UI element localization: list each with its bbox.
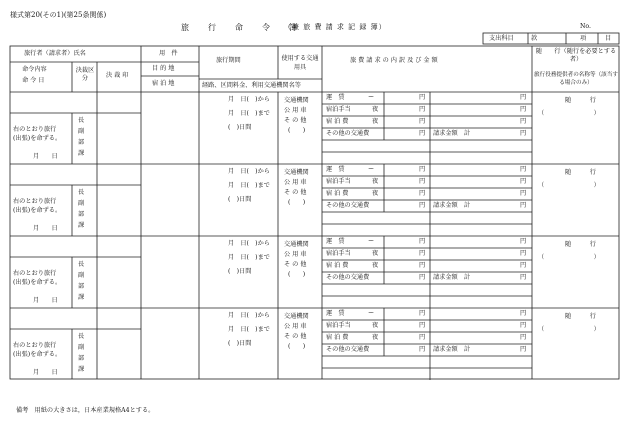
- fare-nights: ー: [368, 94, 375, 101]
- header-order-content: 命令内容: [22, 66, 47, 73]
- allowance-label: 宿泊手当: [326, 178, 351, 185]
- lodging-label: 宿 泊 費: [326, 190, 349, 197]
- yen-mark: 円: [520, 274, 527, 281]
- yen-mark: 円: [419, 250, 426, 257]
- yen-mark: 円: [520, 238, 527, 245]
- accompany-word: 随 行: [565, 313, 596, 320]
- yen-mark: 円: [419, 310, 426, 317]
- footnote: 備考 用紙の大きさは，日本産業規格A4とする。: [16, 407, 155, 414]
- approver-fuku: 副: [78, 128, 85, 135]
- transport-line-3: そ の 他: [284, 261, 307, 268]
- transport-line-1: 交通機関: [284, 97, 309, 104]
- approver-fuku: 副: [78, 200, 85, 207]
- order-text-1: 右のとおり旅行: [13, 198, 57, 205]
- accompany-word: 随 行: [565, 241, 596, 248]
- transport-other-paren[interactable]: ( ): [288, 271, 306, 278]
- approver-bu: 部: [78, 355, 85, 362]
- header-decision-seal: 決 裁 印: [106, 72, 129, 79]
- date-to[interactable]: 月 日( )まで: [228, 326, 270, 333]
- transport-line-1: 交通機関: [284, 313, 309, 320]
- approver-cho: 長: [78, 117, 85, 124]
- accompany-word: 随 行: [565, 97, 596, 104]
- header-order-date: 命 令 日: [22, 77, 45, 84]
- date-to[interactable]: 月 日( )まで: [228, 182, 270, 189]
- yen-mark: 円: [520, 322, 527, 329]
- approver-bu: 部: [78, 139, 85, 146]
- transport-line-3: そ の 他: [284, 189, 307, 196]
- transport-other-paren[interactable]: ( ): [288, 343, 306, 350]
- header-purpose: 用 件: [159, 50, 178, 57]
- date-from[interactable]: 月 日( )から: [228, 312, 270, 319]
- claim-total-label: 請求金額 計: [433, 130, 471, 137]
- yen-mark: 円: [520, 178, 527, 185]
- allowance-nights: 夜: [372, 250, 379, 257]
- header-destination: 目 的 地: [152, 65, 175, 72]
- accompany-paren[interactable]: （ ）: [538, 182, 600, 189]
- accompany-paren[interactable]: （ ）: [538, 326, 600, 333]
- transport-other-paren[interactable]: ( ): [288, 199, 306, 206]
- yen-mark: 円: [419, 322, 426, 329]
- yen-mark: 円: [419, 166, 426, 173]
- order-text-2: (出張)を命ずる。: [13, 207, 62, 214]
- other-transport-label: その他の交通費: [326, 130, 370, 137]
- yen-mark: 円: [419, 334, 426, 341]
- allowance-label: 宿泊手当: [326, 322, 351, 329]
- transport-other-paren[interactable]: ( ): [288, 127, 306, 134]
- transport-line-2: 公 用 車: [284, 251, 307, 258]
- order-month-day[interactable]: 月 日: [33, 153, 58, 160]
- yen-mark: 円: [520, 202, 527, 209]
- header-lodging: 宿 泊 地: [152, 80, 175, 87]
- date-to[interactable]: 月 日( )まで: [228, 110, 270, 117]
- budget-ko: 項: [580, 35, 587, 42]
- header-transport: 使用する交通用具: [281, 55, 319, 71]
- approver-ka: 課: [78, 150, 85, 157]
- allowance-label: 宿泊手当: [326, 106, 351, 113]
- form-title: 旅 行 命 令 簿: [181, 23, 298, 32]
- yen-mark: 円: [520, 94, 527, 101]
- lodging-label: 宿 泊 費: [326, 262, 349, 269]
- budget-kan: 款: [531, 35, 538, 42]
- order-text-2: (出張)を命ずる。: [13, 351, 62, 358]
- lodging-nights: 夜: [372, 262, 379, 269]
- date-from[interactable]: 月 日( )から: [228, 96, 270, 103]
- approver-cho: 長: [78, 333, 85, 340]
- yen-mark: 円: [520, 334, 527, 341]
- fare-label: 運 賃: [326, 94, 345, 101]
- yen-mark: 円: [419, 274, 426, 281]
- other-transport-label: その他の交通費: [326, 346, 370, 353]
- allowance-nights: 夜: [372, 178, 379, 185]
- yen-mark: 円: [419, 118, 426, 125]
- transport-line-2: 公 用 車: [284, 107, 307, 114]
- fare-nights: ー: [368, 238, 375, 245]
- date-from[interactable]: 月 日( )から: [228, 168, 270, 175]
- header-decision-div: 決裁区分: [75, 67, 95, 82]
- yen-mark: 円: [520, 130, 527, 137]
- transport-line-3: そ の 他: [284, 117, 307, 124]
- yen-mark: 円: [419, 346, 426, 353]
- transport-line-2: 公 用 車: [284, 323, 307, 330]
- yen-mark: 円: [419, 190, 426, 197]
- yen-mark: 円: [520, 262, 527, 269]
- yen-mark: 円: [419, 94, 426, 101]
- order-text-2: (出張)を命ずる。: [13, 135, 62, 142]
- approver-cho: 長: [78, 189, 85, 196]
- days-count[interactable]: ( )日間: [228, 124, 252, 131]
- yen-mark: 円: [520, 310, 527, 317]
- approver-ka: 課: [78, 366, 85, 373]
- lodging-label: 宿 泊 費: [326, 334, 349, 341]
- yen-mark: 円: [419, 178, 426, 185]
- date-to[interactable]: 月 日( )まで: [228, 254, 270, 261]
- approver-fuku: 副: [78, 344, 85, 351]
- yen-mark: 円: [419, 106, 426, 113]
- yen-mark: 円: [520, 190, 527, 197]
- fare-label: 運 賃: [326, 238, 345, 245]
- lodging-nights: 夜: [372, 334, 379, 341]
- transport-line-1: 交通機関: [284, 241, 309, 248]
- order-month-day[interactable]: 月 日: [33, 297, 58, 304]
- fare-nights: ー: [368, 310, 375, 317]
- budget-moku: 目: [605, 35, 612, 42]
- accompany-paren[interactable]: （ ）: [538, 254, 600, 261]
- claim-total-label: 請求金額 計: [433, 274, 471, 281]
- yen-mark: 円: [419, 262, 426, 269]
- accompany-paren[interactable]: （ ）: [538, 110, 600, 117]
- no-label: No.: [580, 23, 591, 30]
- order-month-day[interactable]: 月 日: [33, 369, 58, 376]
- days-count[interactable]: ( )日間: [228, 268, 252, 275]
- lodging-nights: 夜: [372, 190, 379, 197]
- claim-total-label: 請求金額 計: [433, 346, 471, 353]
- yen-mark: 円: [520, 166, 527, 173]
- header-route: 経路、区間料金、利用交通機関名等: [202, 82, 301, 89]
- fare-nights: ー: [368, 166, 375, 173]
- header-expense: 旅 費 請 求 の 内 訳 及 び 金 額: [350, 57, 438, 64]
- allowance-label: 宿泊手当: [326, 250, 351, 257]
- yen-mark: 円: [520, 346, 527, 353]
- approver-fuku: 副: [78, 272, 85, 279]
- transport-line-1: 交通機関: [284, 169, 309, 176]
- days-count[interactable]: ( )日間: [228, 196, 252, 203]
- order-text-1: 右のとおり旅行: [13, 270, 57, 277]
- header-accompany: 随 行（随行を必要とする者）: [535, 48, 617, 63]
- fare-label: 運 賃: [326, 310, 345, 317]
- form-id: 様式第20(その1)(第25条関係): [10, 11, 107, 19]
- fare-label: 運 賃: [326, 166, 345, 173]
- budget-label: 支出科目: [489, 35, 514, 42]
- approver-ka: 課: [78, 294, 85, 301]
- yen-mark: 円: [520, 250, 527, 257]
- days-count[interactable]: ( )日間: [228, 340, 252, 347]
- other-transport-label: その他の交通費: [326, 274, 370, 281]
- header-accompany-note: 旅行役務提供者の名称等（該当する場合のみ）: [534, 72, 618, 86]
- approver-bu: 部: [78, 283, 85, 290]
- claim-total-label: 請求金額 計: [433, 202, 471, 209]
- allowance-nights: 夜: [372, 106, 379, 113]
- allowance-nights: 夜: [372, 322, 379, 329]
- lodging-nights: 夜: [372, 118, 379, 125]
- approver-cho: 長: [78, 261, 85, 268]
- header-traveler: 旅行者（請求者）氏名: [24, 50, 86, 57]
- lodging-label: 宿 泊 費: [326, 118, 349, 125]
- date-from[interactable]: 月 日( )から: [228, 240, 270, 247]
- order-month-day[interactable]: 月 日: [33, 225, 58, 232]
- yen-mark: 円: [419, 202, 426, 209]
- form-subtitle: （兼 旅 費 請 求 記 録 簿）: [284, 23, 387, 31]
- header-period: 旅行期間: [216, 57, 241, 64]
- yen-mark: 円: [520, 106, 527, 113]
- other-transport-label: その他の交通費: [326, 202, 370, 209]
- transport-line-3: そ の 他: [284, 333, 307, 340]
- yen-mark: 円: [419, 238, 426, 245]
- yen-mark: 円: [419, 130, 426, 137]
- order-text-2: (出張)を命ずる。: [13, 279, 62, 286]
- transport-line-2: 公 用 車: [284, 179, 307, 186]
- order-text-1: 右のとおり旅行: [13, 342, 57, 349]
- accompany-word: 随 行: [565, 169, 596, 176]
- approver-ka: 課: [78, 222, 85, 229]
- yen-mark: 円: [520, 118, 527, 125]
- approver-bu: 部: [78, 211, 85, 218]
- order-text-1: 右のとおり旅行: [13, 126, 57, 133]
